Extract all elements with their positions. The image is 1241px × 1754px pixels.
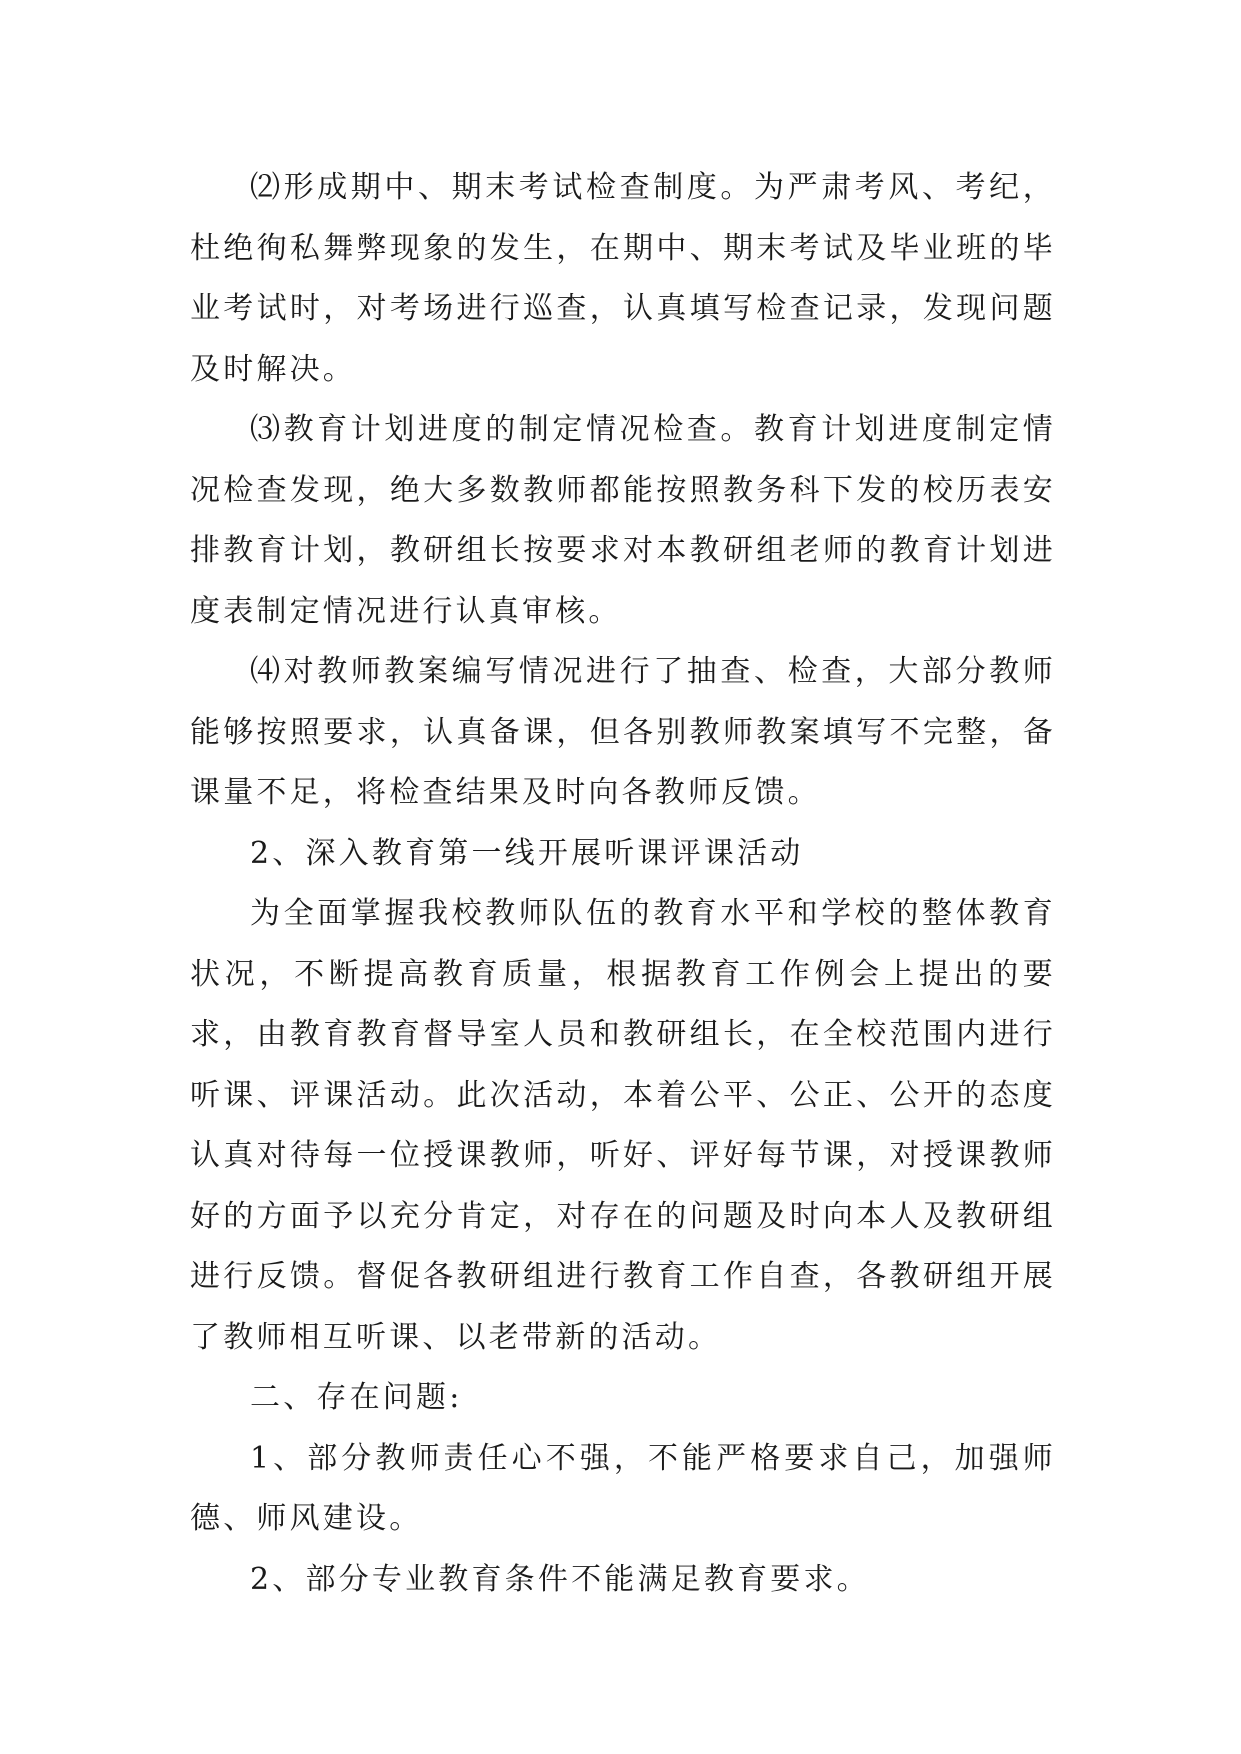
paragraph-lesson-observation: 为全面掌握我校教师队伍的教育水平和学校的整体教育状况，不断提高教育质量，根据教育工作例会上提出的要求，由教育教育督导室人员和教研组长，在全校范围内进行听课、评课活动。此次活动，本着公平、公正、公开的态度认真对待每一位授课教师，听好、评好每节课，对授课教师好的方面予以充分肯定，对存在的问题及时向本人及教研组进行反馈。督促各教研组进行教育工作自查，各教研组开展了教师相互听课、以老带新的活动。 <box>190 896 1056 1355</box>
section-heading-problems: 二、存在问题: <box>250 1380 463 1415</box>
paragraph-problem-1: 1、部分教师责任心不强，不能严格要求自己，加强师德、师风建设。 <box>190 1440 1056 1536</box>
paragraph-lesson-plan-check: ⑷对教师教案编写情况进行了抽查、检查，大部分教师能够按照要求，认真备课，但各别教师教案填写不完整，备课量不足，将检查结果及时向各教师反馈。 <box>190 654 1056 810</box>
document-body <box>190 158 1056 1610</box>
paragraph-teaching-plan-check: ⑶教育计划进度的制定情况检查。教育计划进度制定情况检查发现，绝大多数教师都能按照教务科下发的校历表安排教育计划，教研组长按要求对本教研组老师的教育计划进度表制定情况进行认真审核。 <box>190 412 1056 629</box>
paragraph-problem-2: 2、部分专业教育条件不能满足教育要求。 <box>250 1561 870 1597</box>
section-heading-lesson-observation: 2、深入教育第一线开展听课评课活动 <box>250 835 804 871</box>
paragraph-exam-inspection: ⑵形成期中、期末考试检查制度。为严肃考风、考纪，杜绝徇私舞弊现象的发生，在期中、期末考试及毕业班的毕业考试时，对考场进行巡查，认真填写检查记录，发现问题及时解决。 <box>190 170 1056 387</box>
